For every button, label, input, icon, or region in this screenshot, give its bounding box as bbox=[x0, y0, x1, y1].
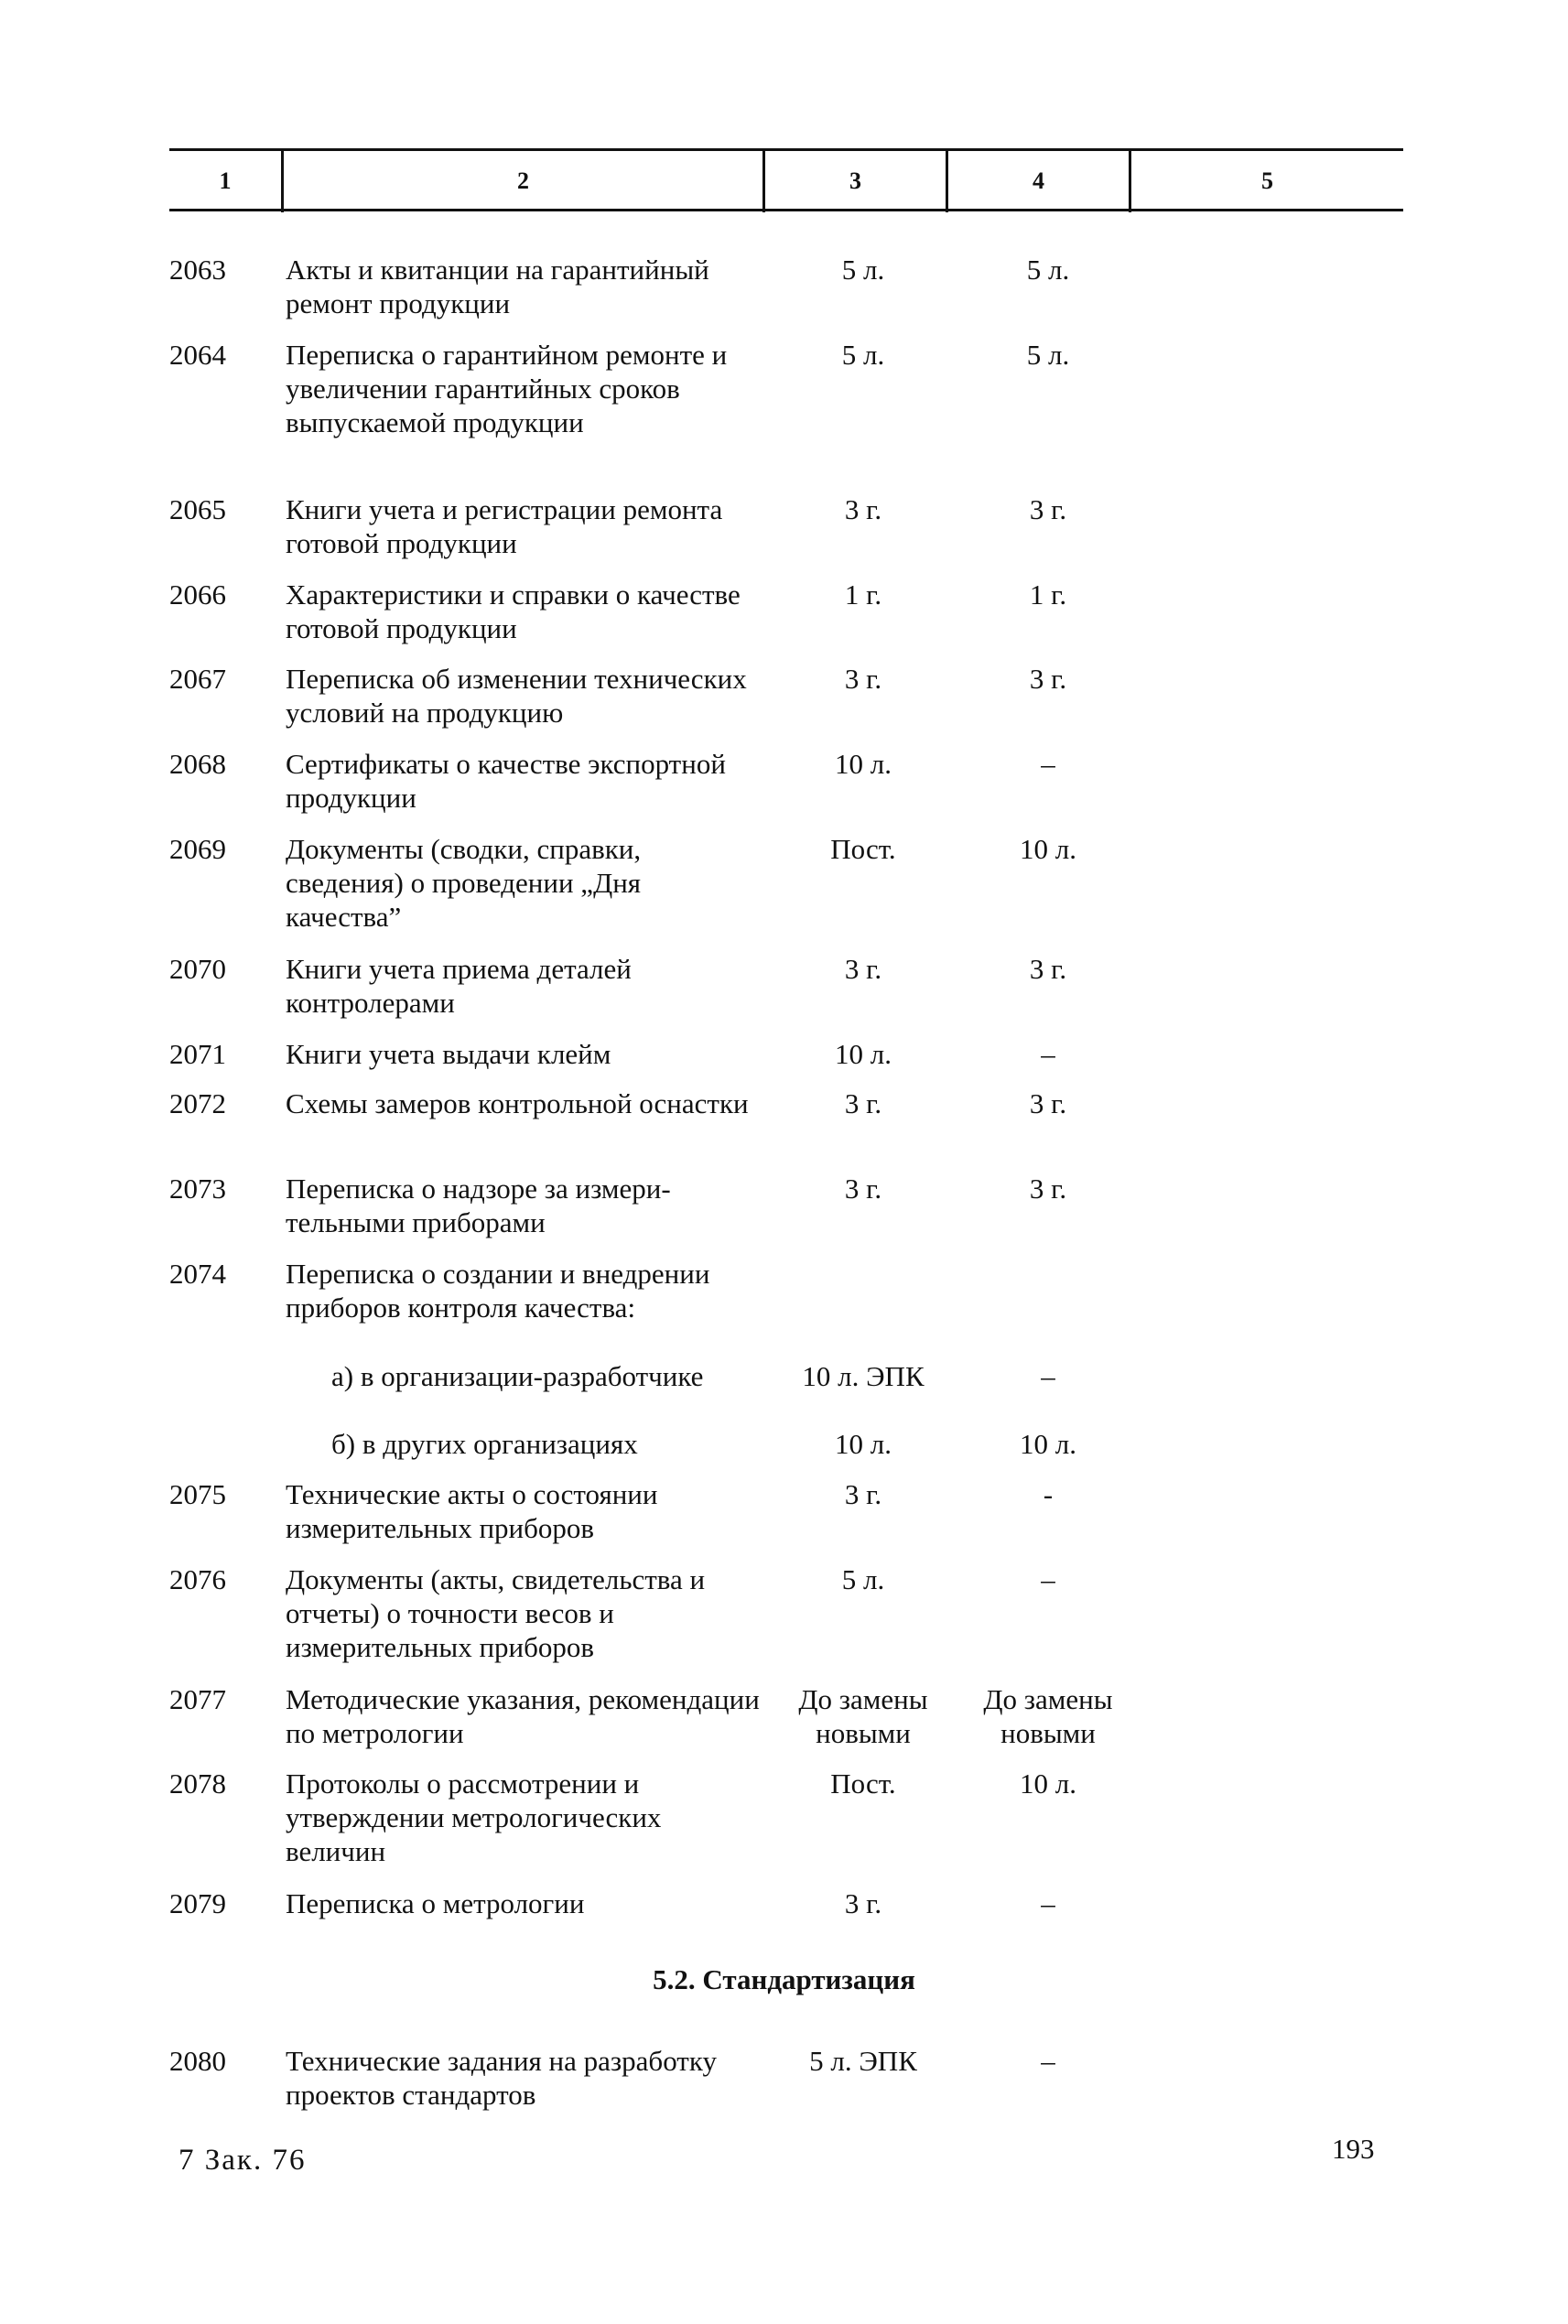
row-term-col3: 3 г. bbox=[844, 953, 882, 985]
row-description: Переписка о метрологии bbox=[286, 1887, 585, 1919]
header-cell-1: 1 bbox=[219, 168, 232, 194]
row-number: 2064 bbox=[169, 339, 226, 371]
row-description: Документы (сводки, справки, сведения) о проведении „Дня качества” bbox=[286, 833, 642, 933]
header-bottom-rule bbox=[169, 209, 1403, 211]
row-term-col4: - bbox=[1043, 1478, 1054, 1510]
row-number: 2080 bbox=[169, 2045, 226, 2077]
row-term-col4: 3 г. bbox=[1029, 953, 1067, 985]
row-term-col4: – bbox=[1041, 1038, 1055, 1070]
row-term-col3: До замены новыми bbox=[798, 1683, 928, 1749]
section-title: 5.2. Стандартизация bbox=[653, 1963, 915, 1995]
row-number: 2067 bbox=[169, 663, 226, 695]
row-term-col3: 3 г. bbox=[844, 493, 882, 525]
row-term-col3: 1 г. bbox=[844, 578, 882, 611]
subrow-term-col4: 10 л. bbox=[1020, 1428, 1076, 1460]
row-term-col4: 5 л. bbox=[1026, 254, 1070, 286]
row-description: Переписка о гарантийном ремонте и увеличении гарантийных сроков выпускаемой продукции bbox=[286, 339, 728, 438]
header-cell-5: 5 bbox=[1261, 168, 1273, 194]
row-description: Переписка о надзоре за измерительными приборами bbox=[286, 1173, 671, 1238]
header-cell-3: 3 bbox=[849, 168, 861, 194]
row-description: Акты и квитанции на гарантийный ремонт продукции bbox=[286, 254, 709, 319]
row-number: 2075 bbox=[169, 1478, 226, 1510]
row-number: 2072 bbox=[169, 1087, 226, 1119]
print-order-note: 7 Зак. 76 bbox=[178, 2144, 307, 2177]
row-description: Книги учета приема деталей контролерами bbox=[286, 953, 632, 1019]
row-term-col3: 3 г. bbox=[844, 1173, 882, 1205]
row-number: 2079 bbox=[169, 1887, 226, 1919]
subrow-description: а) в организации-разработчике bbox=[331, 1360, 704, 1392]
subrow-term-col3: 10 л. bbox=[835, 1428, 892, 1460]
row-number: 2074 bbox=[169, 1258, 226, 1290]
row-term-col4: 10 л. bbox=[1020, 1767, 1076, 1800]
row-term-col4: – bbox=[1041, 1887, 1055, 1919]
row-description: Технические задания на разработку проектов стандартов bbox=[286, 2045, 717, 2111]
row-term-col4: 3 г. bbox=[1029, 493, 1067, 525]
page-number: 193 bbox=[1332, 2133, 1375, 2165]
row-term-col3: 5 л. bbox=[841, 254, 885, 286]
row-term-col3: 3 г. bbox=[844, 1087, 882, 1119]
row-number: 2076 bbox=[169, 1563, 226, 1595]
row-term-col4: – bbox=[1041, 2045, 1055, 2077]
row-description: Документы (акты, свидетельства и отчеты) о точности весов и измерительных приборов bbox=[286, 1563, 706, 1663]
row-term-col4: 5 л. bbox=[1026, 339, 1070, 371]
row-term-col3: 3 г. bbox=[844, 1887, 882, 1919]
row-description: Характеристики и справки о качестве готовой продукции bbox=[286, 578, 741, 644]
row-term-col3: 5 л. ЭПК bbox=[809, 2045, 917, 2077]
row-number: 2069 bbox=[169, 833, 226, 865]
row-description: Книги учета выдачи клейм bbox=[286, 1038, 611, 1070]
row-term-col4: 3 г. bbox=[1029, 1173, 1067, 1205]
row-description: Книги учета и регистрации ремонта готовой продукции bbox=[286, 493, 723, 559]
row-term-col3: 3 г. bbox=[844, 663, 882, 695]
row-number: 2063 bbox=[169, 254, 226, 286]
row-description: Методические указания, рекомендации по метрологии bbox=[286, 1683, 760, 1749]
row-number: 2071 bbox=[169, 1038, 226, 1070]
row-description: Сертификаты о качестве экспортной продукции bbox=[286, 748, 726, 814]
row-number: 2066 bbox=[169, 578, 226, 611]
row-term-col3: 10 л. bbox=[835, 1038, 892, 1070]
table-header bbox=[169, 148, 1403, 212]
header-top-rule bbox=[169, 148, 1403, 151]
header-cell-4: 4 bbox=[1033, 168, 1044, 194]
row-number: 2073 bbox=[169, 1173, 226, 1205]
row-number: 2070 bbox=[169, 953, 226, 985]
row-term-col4: – bbox=[1041, 1563, 1055, 1595]
row-term-col3: 3 г. bbox=[844, 1478, 882, 1510]
row-term-col3: 10 л. bbox=[835, 748, 892, 780]
subrow-description: б) в других организациях bbox=[331, 1428, 638, 1460]
row-number: 2068 bbox=[169, 748, 226, 780]
row-description: Протоколы о рассмотрении и утверждении метрологических величин bbox=[286, 1767, 662, 1867]
row-term-col4: 3 г. bbox=[1029, 663, 1067, 695]
row-term-col4: 10 л. bbox=[1020, 833, 1076, 865]
row-description: Переписка о создании и внедрении приборов контроля качества: bbox=[286, 1258, 710, 1324]
subrow-term-col3: 10 л. ЭПК bbox=[802, 1360, 925, 1392]
row-number: 2077 bbox=[169, 1683, 226, 1715]
header-cell-2: 2 bbox=[517, 168, 529, 194]
row-term-col3: Пост. bbox=[830, 833, 896, 865]
row-description: Схемы замеров контрольной оснастки bbox=[286, 1087, 749, 1119]
row-description: Технические акты о состоянии измерительных приборов bbox=[286, 1478, 658, 1544]
subrow-term-col4: – bbox=[1041, 1360, 1055, 1392]
row-description: Переписка об изменении технических условий на продукцию bbox=[286, 663, 747, 729]
row-number: 2065 bbox=[169, 493, 226, 525]
row-term-col4: – bbox=[1041, 748, 1055, 780]
row-term-col3: Пост. bbox=[830, 1767, 896, 1800]
row-term-col3: 5 л. bbox=[841, 339, 885, 371]
row-term-col3: 5 л. bbox=[841, 1563, 885, 1595]
row-term-col4: До замены новыми bbox=[983, 1683, 1113, 1749]
row-number: 2078 bbox=[169, 1767, 226, 1800]
row-term-col4: 1 г. bbox=[1029, 578, 1067, 611]
row-term-col4: 3 г. bbox=[1029, 1087, 1067, 1119]
